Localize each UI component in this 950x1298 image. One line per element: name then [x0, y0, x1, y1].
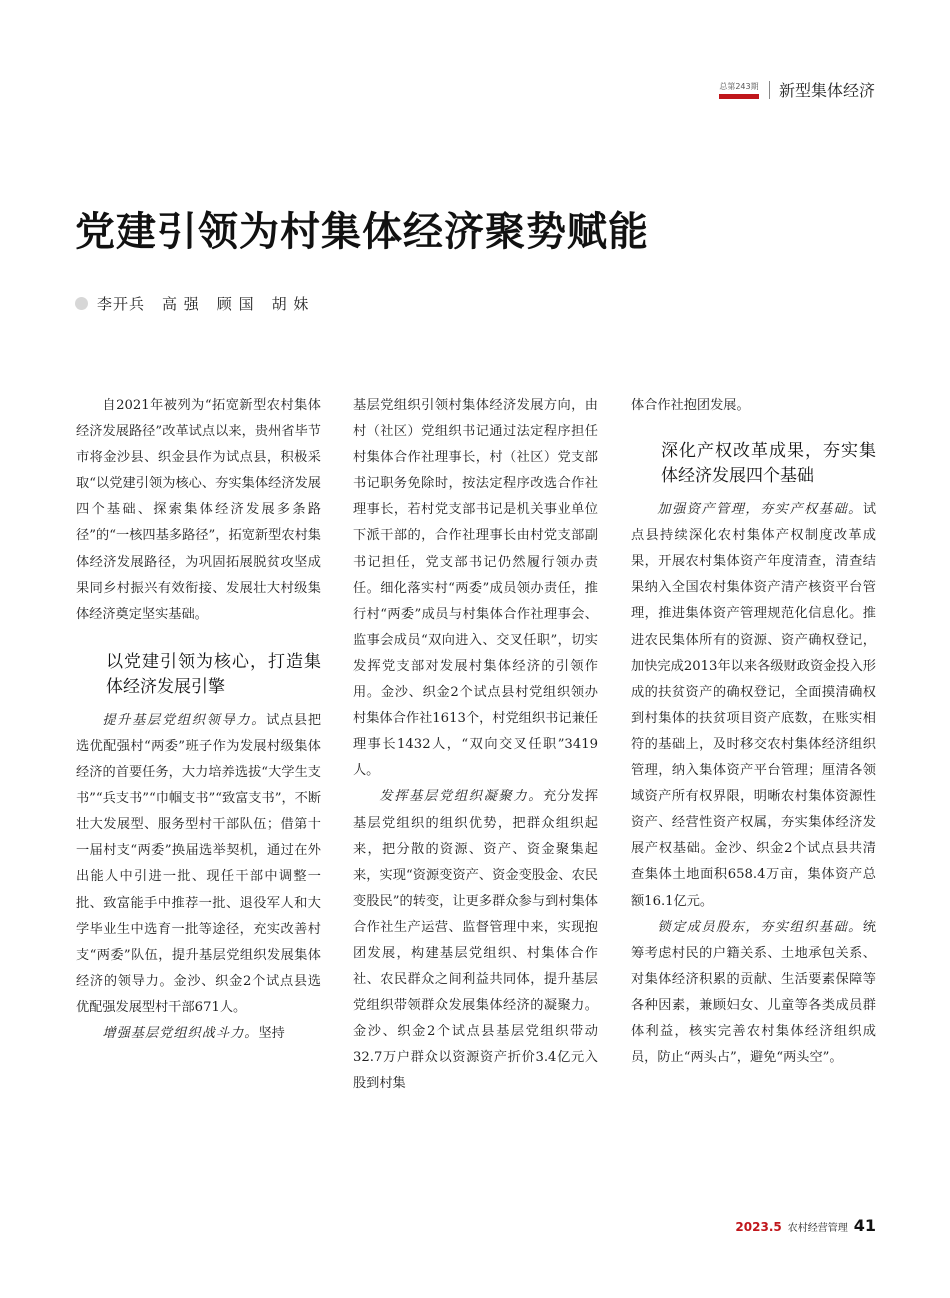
- section-heading: 以党建引领为核心，打造集体经济发展引擎: [106, 651, 321, 697]
- header-divider: [769, 81, 770, 99]
- text-column-2: [353, 393, 598, 1098]
- text-column-1: [76, 393, 321, 1047]
- paragraph-lead: 发挥基层党组织凝聚力。: [379, 789, 544, 805]
- body-paragraph: [76, 1021, 321, 1047]
- author-line: [75, 293, 326, 314]
- paragraph-lead: 增强基层党组织战斗力。: [102, 1025, 259, 1041]
- body-paragraph: [353, 784, 598, 1097]
- magazine-name: 农村经营管理: [787, 1223, 848, 1234]
- intro-paragraph: 自2021年被列为“拓宽新型农村集体经济发展路径”改革试点以来，贵州省毕节市将金沙县、织金县作为试点县，积极采取“以党建引领为核心、夯实集体经济发展四个基础、探索集体经济发展多条路径”的“一核四基多路径”，拓宽新型农村集体经济发展路径，为巩固拓展脱贫攻坚成果同乡村振兴有效衔接、发展壮大村级集体经济奠定坚实基础。: [76, 398, 321, 622]
- author-name: 胡 妹: [271, 295, 310, 313]
- paragraph-text: 统筹考虑村民的户籍关系、土地承包关系、对集体经济积累的贡献、生活要素保障等各种因素，兼顾妇女、儿童等各类成员群体利益，核实完善农村集体经济组织成员，防止“两头占”，避免“两头空”。: [631, 919, 876, 1066]
- body-paragraph: 基层党组织引领村集体经济发展方向，由村（社区）党组织书记通过法定程序担任村集体合作社理事长，村（社区）党支部书记职务免除时，按法定程序改选合作社理事长，若村党支部书记是机关事业单位下派干部的，合作社理事长由村党支部副书记担任，党支部书记仍然履行领办责任。细化落实村“两委”成员领办责任，推行村“两委”成员与村集体合作社理事会、监事会成员“双向进入、交叉任职”，切实发挥党支部对发展村集体经济的引领作用。金沙、织金2个试点县村党组织领办村集体合作社1613个，村党组织书记兼任理事长1432人，“双向交叉任职”3419人。: [353, 398, 598, 779]
- article-title: 党建引领为村集体经济聚势赋能: [75, 209, 649, 255]
- section-heading: 深化产权改革成果，夯实集体经济发展四个基础: [661, 441, 876, 487]
- page-header: [719, 78, 875, 101]
- issue-block: [719, 81, 759, 99]
- author-name: 顾 国: [216, 295, 255, 313]
- section-name: 新型集体经济: [778, 81, 875, 100]
- paragraph-text: 充分发挥基层党组织的组织优势，把群众组织起来，把分散的资源、资产、资金聚集起来，实现“资源变资产、资金变股金、农民变股民”的转变，让更多群众参与到村集体合作社生产运营、监督管理中来，实现抱团发展，构建基层党组织、村集体合作社、农民群众之间利益共同体，提升基层党组织带领群众发展集体经济的凝聚力。金沙、织金2个试点县基层党组织带动32.7万户群众以资源资产折价3.4亿元入股到村集: [353, 789, 599, 1092]
- paragraph-text: 试点县把选优配强村“两委”班子作为发展村级集体经济的首要任务，大力培养选拔“大学生支书”“兵支书”“巾帼支书”“致富支书”，不断壮大发展型、服务型村干部队伍；借第十一届村支“两委”换届选举契机，通过在外出能人中引进一批、现任干部中调整一批、致富能手中推荐一批、退役军人和大学毕业生中选育一批等途径，充实改善村支“两委”队伍，提升基层党组织发展集体经济的领导力。金沙、织金2个试点县选优配强发展型村干部671人。: [76, 712, 322, 1015]
- page-footer: [735, 1216, 876, 1235]
- paragraph-lead: 加强资产管理，夯实产权基础。: [657, 502, 863, 518]
- page-number: 41: [853, 1216, 876, 1235]
- text-column-3: [631, 393, 876, 1071]
- body-paragraph: [76, 708, 321, 1021]
- body-paragraph: 体合作社抱团发展。: [631, 398, 750, 413]
- paragraph-text: 坚持: [258, 1025, 285, 1041]
- issue-date: 2023.5: [735, 1220, 782, 1234]
- paragraph-lead: 提升基层党组织领导力。: [102, 712, 267, 728]
- author-name: 李开兵: [97, 295, 146, 313]
- body-paragraph: [631, 497, 876, 915]
- author-bullet-icon: [75, 297, 88, 310]
- body-paragraph: [631, 915, 876, 1072]
- paragraph-lead: 锁定成员股东，夯实组织基础。: [657, 919, 863, 935]
- paragraph-text: 试点县持续深化农村集体产权制度改革成果，开展农村集体资产年度清查，清查结果纳入全国农村集体资产清产核资平台管理，推进集体资产管理规范化信息化。推进农民集体所有的资源、资产确权登记，加快完成2013年以来各级财政资金投入形成的扶贫资产的确权登记，全面摸清确权到村集体的扶贫项目资产底数，在账实相符的基础上，及时移交农村集体经济组织管理，纳入集体资产平台管理；厘清各领域资产所有权界限，明晰农村集体资源性资产、经营性资产权属，夯实集体经济发展产权基础。金沙、织金2个试点县共清查集体土地面积658.4万亩，集体资产总额16.1亿元。: [631, 502, 876, 909]
- issue-red-bar: [719, 94, 759, 99]
- issue-number: 总第243期: [719, 81, 759, 91]
- author-name: 高 强: [162, 295, 200, 313]
